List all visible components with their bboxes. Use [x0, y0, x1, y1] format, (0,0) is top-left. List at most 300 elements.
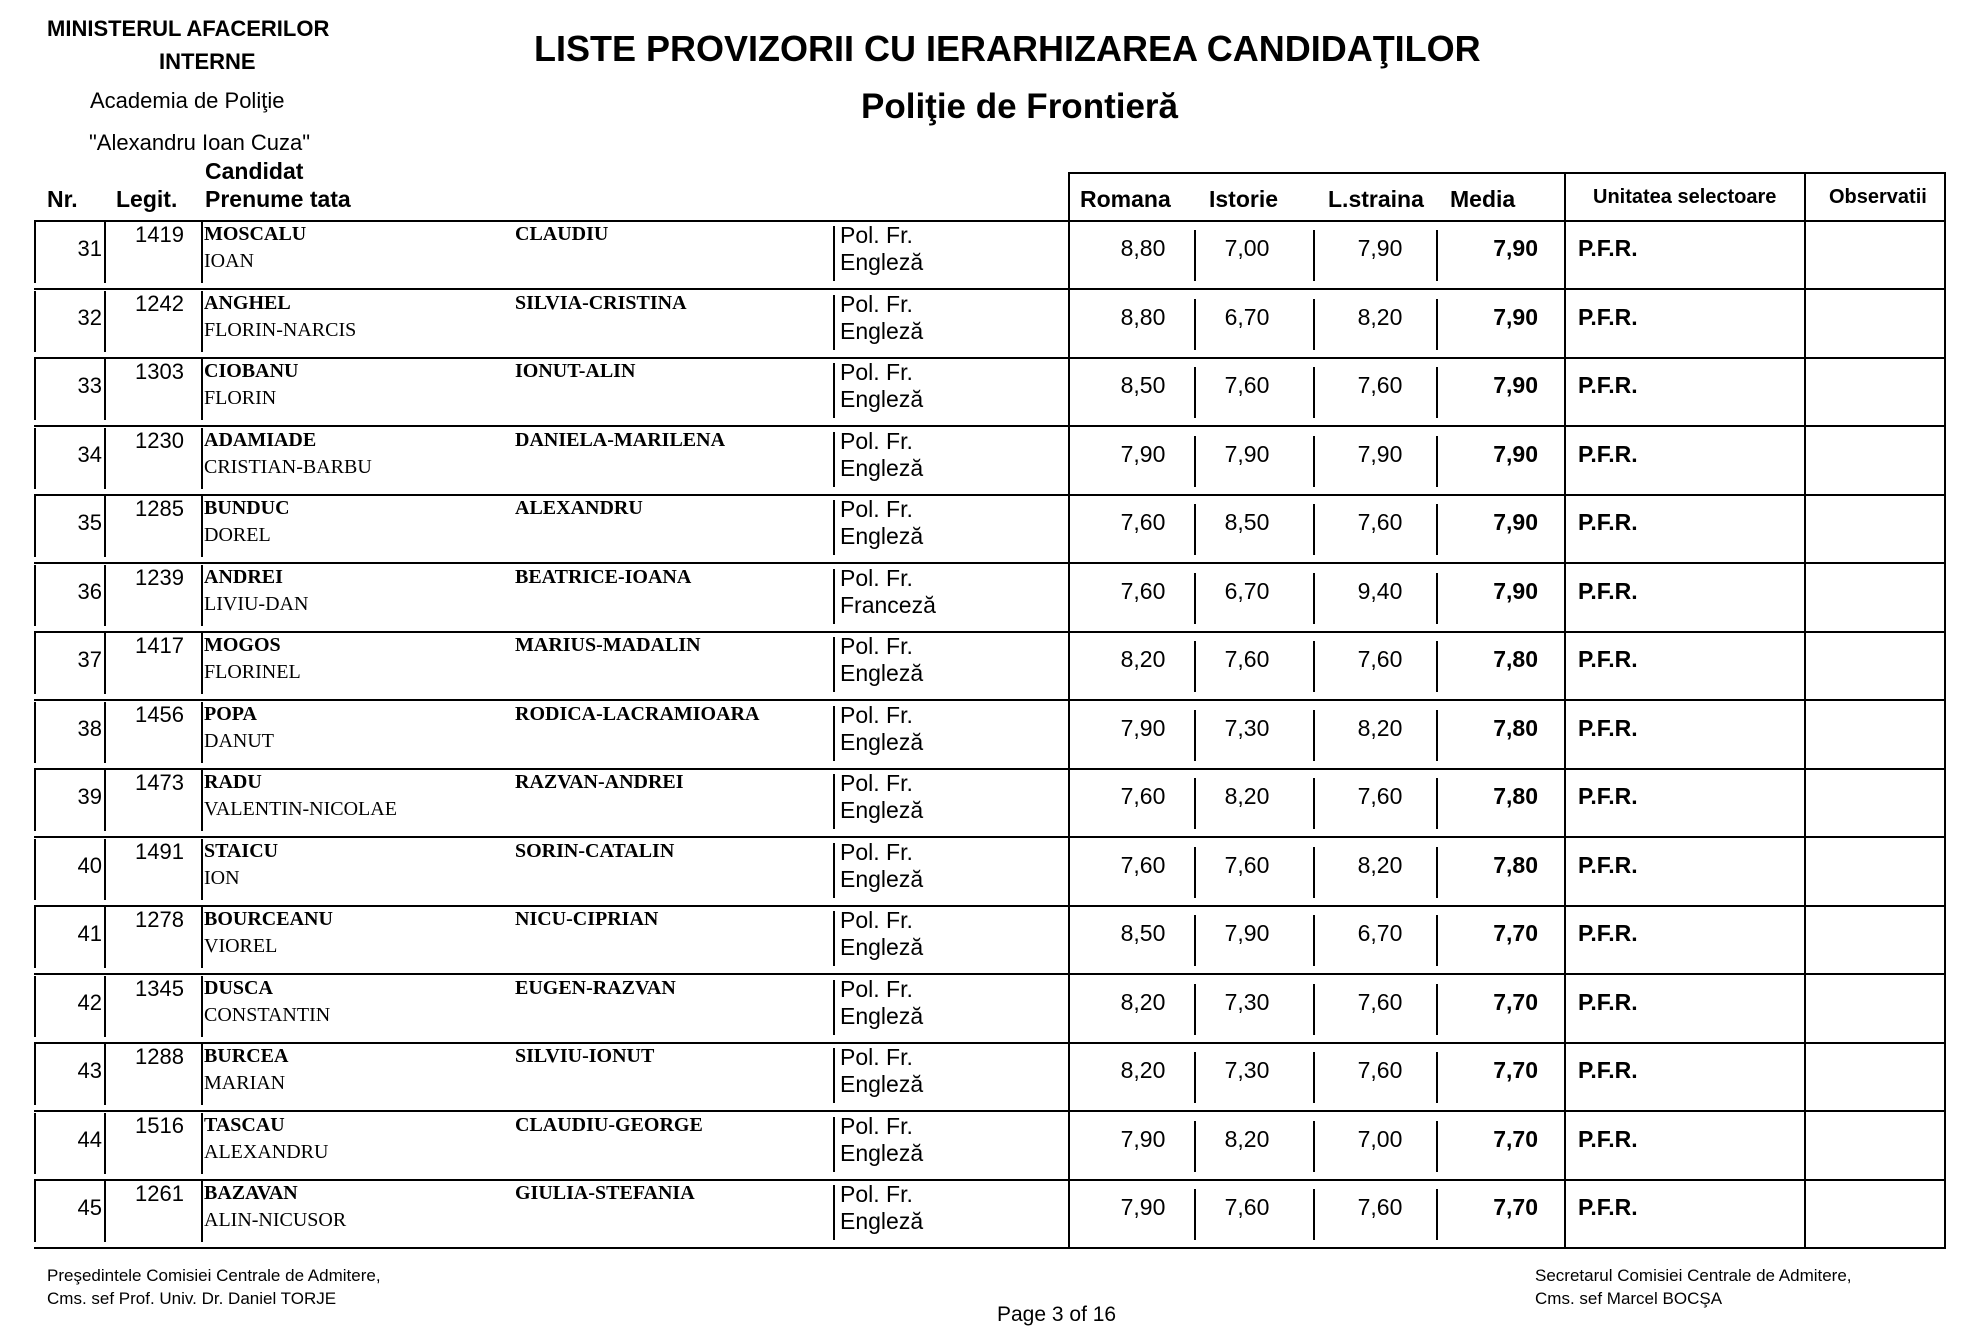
row-left-border [34, 1181, 36, 1242]
row-romana-left [1068, 220, 1070, 289]
row-lstraina-divider [1313, 915, 1315, 966]
row-sectia: Pol. Fr. [840, 770, 913, 796]
row-media: 7,90 [1493, 578, 1538, 604]
row-lstraina-divider [1313, 436, 1315, 487]
row-unitatea: P.F.R. [1578, 372, 1638, 398]
row-romana-left [1068, 426, 1070, 495]
row-unit-divider [1564, 1111, 1566, 1180]
row-lstraina-divider [1313, 230, 1315, 281]
row-romana: 7,60 [1120, 509, 1166, 535]
row-istorie-divider [1194, 915, 1196, 966]
row-unit-divider [1564, 563, 1566, 632]
row-obs-divider [1804, 1042, 1806, 1111]
row-media: 7,70 [1493, 989, 1538, 1015]
row-unit-divider [1564, 768, 1566, 837]
row-istorie-divider [1194, 230, 1196, 281]
row-lstraina: 8,20 [1357, 304, 1403, 330]
row-unitatea: P.F.R. [1578, 989, 1638, 1015]
row-lstraina-divider [1313, 573, 1315, 624]
row-lstraina-divider [1313, 778, 1315, 829]
row-limba: Engleză [840, 455, 924, 481]
row-prenume: RAZVAN-ANDREI [515, 771, 684, 793]
row-media: 7,80 [1493, 646, 1538, 672]
row-nr: 42 [77, 990, 102, 1015]
row-nume: MOSCALU [204, 223, 307, 245]
row-right-border [1944, 1042, 1946, 1111]
row-romana-left [1068, 357, 1070, 426]
col-nr: Nr. [47, 186, 78, 212]
row-unitatea: P.F.R. [1578, 920, 1638, 946]
col-romana: Romana [1080, 186, 1171, 212]
row-romana-left [1068, 974, 1070, 1043]
row-prenume-tata: VIOREL [204, 935, 278, 957]
row-limba: Engleză [840, 1208, 924, 1234]
row-bottom-line [34, 631, 1946, 633]
row-right-border [1944, 357, 1946, 426]
row-prenume-tata: ALIN-NICUSOR [204, 1209, 347, 1231]
row-left-border [34, 1113, 36, 1174]
row-istorie-divider [1194, 504, 1196, 555]
row-romana: 7,90 [1120, 1194, 1166, 1220]
row-istorie: 7,30 [1224, 1057, 1270, 1083]
row-nume: ANGHEL [204, 292, 291, 314]
row-sectia: Pol. Fr. [840, 496, 913, 522]
row-istorie-divider [1194, 367, 1196, 418]
row-prenume-tata: DANUT [204, 730, 274, 752]
row-left-border [34, 291, 36, 352]
row-istorie-divider [1194, 1052, 1196, 1103]
row-right-border [1944, 837, 1946, 906]
row-nume: BURCEA [204, 1045, 289, 1067]
row-romana-left [1068, 289, 1070, 358]
row-nr: 38 [77, 716, 102, 741]
row-unit-divider [1564, 700, 1566, 769]
row-nr: 37 [77, 647, 102, 672]
row-sectia: Pol. Fr. [840, 1044, 913, 1070]
row-obs-divider [1804, 289, 1806, 358]
row-nume: CIOBANU [204, 360, 299, 382]
row-sectia-divider [833, 843, 835, 898]
row-istorie: 7,60 [1224, 372, 1270, 398]
page-number: Page 3 of 16 [997, 1303, 1117, 1326]
row-sectia: Pol. Fr. [840, 291, 913, 317]
row-sectia-divider [833, 706, 835, 761]
row-unit-divider [1564, 426, 1566, 495]
row-nume: RADU [204, 771, 262, 793]
row-limba: Engleză [840, 249, 924, 275]
row-legit: 1288 [135, 1044, 184, 1069]
row-nr-divider [104, 565, 106, 626]
row-unitatea: P.F.R. [1578, 509, 1638, 535]
row-limba: Franceză [840, 592, 936, 618]
row-romana: 8,20 [1120, 646, 1166, 672]
row-unitatea: P.F.R. [1578, 1194, 1638, 1220]
row-istorie-divider [1194, 710, 1196, 761]
row-legit-divider [201, 976, 203, 1037]
row-bottom-line [34, 1042, 1946, 1044]
row-sectia-divider [833, 432, 835, 487]
row-lstraina-divider [1313, 641, 1315, 692]
row-unit-divider [1564, 220, 1566, 289]
row-nr: 33 [77, 373, 102, 398]
row-prenume-tata: CRISTIAN-BARBU [204, 456, 372, 478]
row-lstraina-divider [1313, 1121, 1315, 1172]
row-prenume-tata: VALENTIN-NICOLAE [204, 798, 397, 820]
row-prenume-tata: DOREL [204, 524, 271, 546]
row-sectia-divider [833, 1117, 835, 1172]
row-lstraina: 7,60 [1357, 509, 1403, 535]
row-romana: 7,60 [1120, 783, 1166, 809]
row-lstraina: 6,70 [1357, 920, 1403, 946]
row-lstraina: 8,20 [1357, 852, 1403, 878]
row-legit-divider [201, 359, 203, 420]
row-legit: 1278 [135, 907, 184, 932]
row-nr: 31 [77, 236, 102, 261]
col-istorie: Istorie [1209, 186, 1279, 212]
row-lstraina: 7,00 [1357, 1126, 1403, 1152]
row-lstraina: 9,40 [1357, 578, 1403, 604]
row-obs-divider [1804, 905, 1806, 974]
col-legit: Legit. [116, 186, 178, 212]
row-prenume-tata: FLORINEL [204, 661, 301, 683]
row-unitatea: P.F.R. [1578, 715, 1638, 741]
row-nume: BAZAVAN [204, 1182, 298, 1204]
row-media: 7,90 [1493, 441, 1538, 467]
row-romana-left [1068, 837, 1070, 906]
row-istorie: 7,30 [1224, 715, 1270, 741]
row-media: 7,70 [1493, 1194, 1538, 1220]
table-top-line [34, 220, 1946, 222]
row-media: 7,80 [1493, 715, 1538, 741]
row-unitatea: P.F.R. [1578, 646, 1638, 672]
row-romana: 7,90 [1120, 715, 1166, 741]
row-unitatea: P.F.R. [1578, 1057, 1638, 1083]
row-right-border [1944, 426, 1946, 495]
col-media: Media [1450, 186, 1516, 212]
row-legit-divider [201, 1044, 203, 1105]
row-legit-divider [201, 428, 203, 489]
page-title: LISTE PROVIZORII CU IERARHIZAREA CANDIDAŢILOR [534, 28, 1481, 69]
row-prenume-tata: ION [204, 867, 240, 889]
row-prenume-tata: ALEXANDRU [204, 1141, 329, 1163]
row-romana: 8,80 [1120, 304, 1166, 330]
row-obs-divider [1804, 974, 1806, 1043]
row-nume: BOURCEANU [204, 908, 333, 930]
row-sectia: Pol. Fr. [840, 1113, 913, 1139]
row-prenume: ALEXANDRU [515, 497, 643, 519]
row-obs-divider [1804, 220, 1806, 289]
academy-label: Academia de Poliţie [90, 88, 285, 113]
row-nr-divider [104, 907, 106, 968]
row-right-border [1944, 494, 1946, 563]
row-limba: Engleză [840, 523, 924, 549]
row-istorie-divider [1194, 573, 1196, 624]
row-prenume: EUGEN-RAZVAN [515, 977, 676, 999]
row-bottom-line [34, 562, 1946, 564]
row-prenume: CLAUDIU [515, 223, 609, 245]
row-unit-divider [1564, 631, 1566, 700]
row-prenume: SILVIA-CRISTINA [515, 292, 687, 314]
row-nr: 41 [77, 921, 102, 946]
row-limba: Engleză [840, 386, 924, 412]
row-sectia: Pol. Fr. [840, 702, 913, 728]
row-unit-divider [1564, 837, 1566, 906]
row-legit-divider [201, 291, 203, 352]
row-sectia: Pol. Fr. [840, 222, 913, 248]
row-unitatea: P.F.R. [1578, 578, 1638, 604]
row-sectia-divider [833, 774, 835, 829]
row-legit-divider [201, 839, 203, 900]
row-legit: 1419 [135, 222, 184, 247]
row-legit: 1345 [135, 976, 184, 1001]
row-romana: 8,20 [1120, 1057, 1166, 1083]
academy-name: "Alexandru Ioan Cuza" [89, 130, 311, 155]
row-bottom-line [34, 699, 1946, 701]
row-left-border [34, 1044, 36, 1105]
row-bottom-line [34, 768, 1946, 770]
row-prenume-tata: CONSTANTIN [204, 1004, 331, 1026]
row-legit: 1456 [135, 702, 184, 727]
row-obs-divider [1804, 768, 1806, 837]
row-legit-divider [201, 770, 203, 831]
row-romana-left [1068, 1042, 1070, 1111]
row-nume: POPA [204, 703, 257, 725]
row-bottom-line [34, 425, 1946, 427]
row-nr: 40 [77, 853, 102, 878]
row-right-border [1944, 974, 1946, 1043]
row-istorie: 7,60 [1224, 1194, 1270, 1220]
row-lstraina-divider [1313, 367, 1315, 418]
row-legit: 1261 [135, 1181, 184, 1206]
row-istorie: 6,70 [1224, 578, 1270, 604]
row-istorie: 8,20 [1224, 1126, 1270, 1152]
col-lstraina: L.straina [1328, 186, 1424, 212]
col-observatii: Observatii [1829, 186, 1927, 208]
row-obs-divider [1804, 357, 1806, 426]
row-romana: 7,90 [1120, 1126, 1166, 1152]
row-nume: ADAMIADE [204, 429, 317, 451]
row-left-border [34, 633, 36, 694]
row-sectia-divider [833, 980, 835, 1035]
row-lstraina-divider [1313, 299, 1315, 350]
row-nr-divider [104, 839, 106, 900]
row-legit-divider [201, 1181, 203, 1242]
row-sectia-divider [833, 1185, 835, 1240]
row-nr-divider [104, 496, 106, 557]
row-legit-divider [201, 222, 203, 283]
row-prenume-tata: FLORIN-NARCIS [204, 319, 357, 341]
row-left-border [34, 496, 36, 557]
row-left-border [34, 359, 36, 420]
row-obs-divider [1804, 563, 1806, 632]
row-prenume-tata: FLORIN [204, 387, 277, 409]
row-legit: 1473 [135, 770, 184, 795]
row-lstraina-divider [1313, 1052, 1315, 1103]
row-unitatea: P.F.R. [1578, 235, 1638, 261]
row-sectia-divider [833, 1048, 835, 1103]
row-istorie: 6,70 [1224, 304, 1270, 330]
row-romana: 8,20 [1120, 989, 1166, 1015]
row-limba: Engleză [840, 797, 924, 823]
row-limba: Engleză [840, 1071, 924, 1097]
ministry-line1: MINISTERUL AFACERILOR [47, 16, 330, 41]
row-sectia: Pol. Fr. [840, 976, 913, 1002]
row-istorie-divider [1194, 847, 1196, 898]
row-nr-divider [104, 770, 106, 831]
row-lstraina: 7,90 [1357, 441, 1403, 467]
footer-president-title: Preşedintele Comisiei Centrale de Admitere, [47, 1266, 381, 1285]
row-bottom-line [34, 836, 1946, 838]
row-limba: Engleză [840, 729, 924, 755]
row-prenume: RODICA-LACRAMIOARA [515, 703, 760, 725]
row-right-border [1944, 289, 1946, 358]
row-limba: Engleză [840, 1003, 924, 1029]
row-sectia-divider [833, 226, 835, 281]
row-nr-divider [104, 976, 106, 1037]
row-media: 7,80 [1493, 852, 1538, 878]
row-legit-divider [201, 633, 203, 694]
row-prenume: SILVIU-IONUT [515, 1045, 655, 1067]
row-nr-divider [104, 633, 106, 694]
row-left-border [34, 222, 36, 283]
row-lstraina: 7,60 [1357, 989, 1403, 1015]
row-legit: 1516 [135, 1113, 184, 1138]
row-prenume: DANIELA-MARILENA [515, 429, 726, 451]
row-left-border [34, 907, 36, 968]
row-romana-left [1068, 563, 1070, 632]
row-limba: Engleză [840, 934, 924, 960]
row-sectia: Pol. Fr. [840, 907, 913, 933]
row-unit-divider [1564, 905, 1566, 974]
row-nr-divider [104, 1181, 106, 1242]
row-right-border [1944, 905, 1946, 974]
row-legit-divider [201, 907, 203, 968]
row-right-border [1944, 1179, 1946, 1248]
row-istorie-divider [1194, 436, 1196, 487]
row-limba: Engleză [840, 660, 924, 686]
row-limba: Engleză [840, 866, 924, 892]
row-sectia-divider [833, 295, 835, 350]
row-prenume: GIULIA-STEFANIA [515, 1182, 695, 1204]
row-left-border [34, 770, 36, 831]
ministry-line2: INTERNE [159, 49, 256, 74]
row-prenume: IONUT-ALIN [515, 360, 636, 382]
row-sectia: Pol. Fr. [840, 359, 913, 385]
row-media: 7,90 [1493, 372, 1538, 398]
row-right-border [1944, 631, 1946, 700]
row-romana-left [1068, 700, 1070, 769]
row-istorie: 8,20 [1224, 783, 1270, 809]
row-obs-divider [1804, 1179, 1806, 1248]
row-unit-divider [1564, 1179, 1566, 1248]
row-romana-left [1068, 1179, 1070, 1248]
row-left-border [34, 565, 36, 626]
row-obs-divider [1804, 494, 1806, 563]
row-left-border [34, 702, 36, 763]
row-istorie-divider [1194, 1189, 1196, 1240]
row-istorie-divider [1194, 299, 1196, 350]
row-sectia-divider [833, 569, 835, 624]
row-unitatea: P.F.R. [1578, 441, 1638, 467]
row-nr-divider [104, 1044, 106, 1105]
row-lstraina-divider [1313, 710, 1315, 761]
row-media: 7,80 [1493, 783, 1538, 809]
row-romana: 8,80 [1120, 235, 1166, 261]
row-nume: ANDREI [204, 566, 283, 588]
row-unit-divider [1564, 357, 1566, 426]
row-obs-divider [1804, 837, 1806, 906]
row-left-border [34, 976, 36, 1037]
row-obs-divider [1804, 631, 1806, 700]
row-lstraina-divider [1313, 847, 1315, 898]
page-subtitle: Poliţie de Frontieră [861, 87, 1178, 126]
row-istorie: 7,60 [1224, 646, 1270, 672]
row-istorie-divider [1194, 641, 1196, 692]
row-legit: 1491 [135, 839, 184, 864]
row-lstraina: 7,60 [1357, 646, 1403, 672]
row-nume: DUSCA [204, 977, 273, 999]
row-istorie: 7,30 [1224, 989, 1270, 1015]
row-bottom-line [34, 494, 1946, 496]
row-lstraina-divider [1313, 984, 1315, 1035]
row-right-border [1944, 700, 1946, 769]
row-bottom-line [34, 288, 1946, 290]
row-bottom-line [34, 905, 1946, 907]
row-unitatea: P.F.R. [1578, 1126, 1638, 1152]
row-istorie: 7,60 [1224, 852, 1270, 878]
row-limba: Engleză [840, 318, 924, 344]
row-romana: 7,60 [1120, 852, 1166, 878]
row-right-border [1944, 220, 1946, 289]
row-sectia-divider [833, 637, 835, 692]
row-unit-divider [1564, 494, 1566, 563]
footer-secretary-title: Secretarul Comisiei Centrale de Admitere, [1535, 1266, 1852, 1285]
row-unitatea: P.F.R. [1578, 852, 1638, 878]
row-prenume-tata: IOAN [204, 250, 254, 272]
row-romana-left [1068, 631, 1070, 700]
row-istorie: 7,90 [1224, 920, 1270, 946]
row-romana-left [1068, 768, 1070, 837]
row-media: 7,90 [1493, 235, 1538, 261]
row-legit-divider [201, 1113, 203, 1174]
row-prenume-tata: LIVIU-DAN [204, 593, 309, 615]
row-bottom-line [34, 1247, 1946, 1249]
row-prenume: CLAUDIU-GEORGE [515, 1114, 703, 1136]
col-unitatea: Unitatea selectoare [1593, 186, 1777, 208]
row-nr: 36 [77, 579, 102, 604]
row-istorie-divider [1194, 1121, 1196, 1172]
row-left-border [34, 428, 36, 489]
row-istorie: 7,00 [1224, 235, 1270, 261]
row-legit: 1230 [135, 428, 184, 453]
col-prenume-tata: Prenume tata [205, 186, 351, 212]
row-nr: 35 [77, 510, 102, 535]
row-lstraina: 7,60 [1357, 372, 1403, 398]
footer-secretary-name: Cms. sef Marcel BOCŞA [1535, 1289, 1723, 1308]
col-candidat: Candidat [205, 158, 304, 184]
row-sectia: Pol. Fr. [840, 633, 913, 659]
row-unit-divider [1564, 1042, 1566, 1111]
row-legit-divider [201, 565, 203, 626]
row-legit: 1242 [135, 291, 184, 316]
row-nr: 34 [77, 442, 102, 467]
row-bottom-line [34, 1110, 1946, 1112]
row-legit: 1303 [135, 359, 184, 384]
row-istorie-divider [1194, 984, 1196, 1035]
row-nr-divider [104, 428, 106, 489]
row-right-border [1944, 768, 1946, 837]
row-nr: 44 [77, 1127, 102, 1152]
